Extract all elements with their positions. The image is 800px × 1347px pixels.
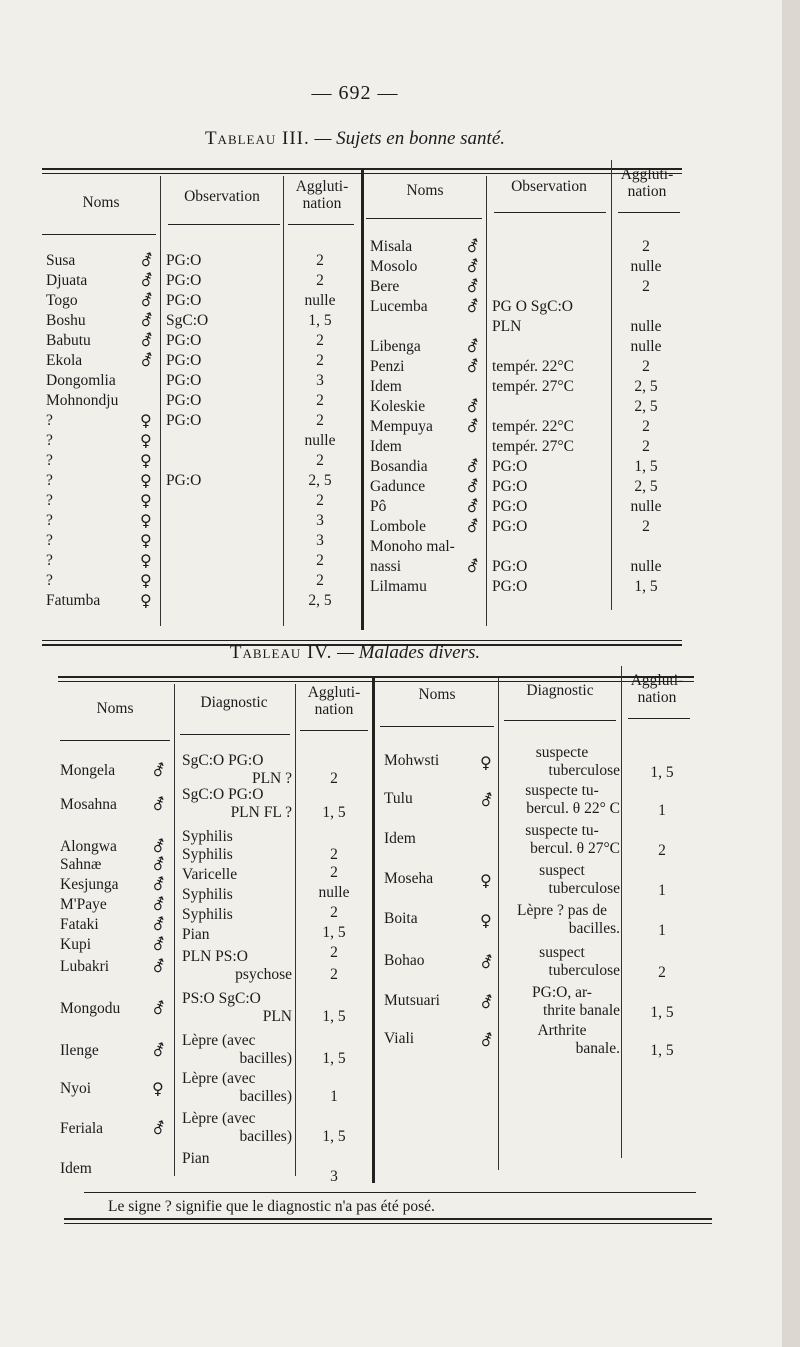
t4-left-diagnostic-line2: PLN ? — [251, 770, 292, 787]
t3-left-agglutination: 2 — [316, 572, 324, 589]
t3-header-aggl-right — [612, 166, 682, 200]
t4-left-diagnostic-line2: bacilles) — [239, 1050, 292, 1067]
t3-right-name: Lilmamu — [370, 578, 427, 595]
t4-right-diagnostic-line1: Arthrite — [537, 1022, 587, 1039]
t4-right-agglutination: 2 — [658, 842, 666, 859]
t3-right-sex-icon: ⚦ — [466, 457, 480, 476]
t4-right-diagnostic-line1: Lèpre ? pas de — [517, 902, 607, 919]
t3-header-observation-right: Observation — [511, 178, 587, 195]
t4-right-diagnostic-line2: tuberculose — [548, 962, 620, 979]
t3-left-agglutination: 2 — [316, 272, 324, 289]
table3-title-label: Tableau III. — [204, 128, 310, 149]
t4-left-diagnostic-line1: Syphilis — [182, 846, 233, 863]
t4-right-sex-icon: ♀ — [480, 871, 492, 890]
t3-right-observation: tempér. 27°C — [492, 438, 574, 455]
t3-left-sex-icon: ⚦ — [140, 351, 154, 370]
t4-right-diagnostic-line1: suspect — [539, 862, 585, 879]
t3-right-observation: PG:O — [492, 518, 528, 535]
t4-underline-4 — [380, 726, 494, 727]
page-edge — [782, 0, 800, 1347]
t4-left-agglutination: 2 — [330, 846, 338, 863]
t4-right-name: Moseha — [384, 870, 434, 887]
t3-left-observation: PG:O — [166, 472, 202, 489]
t3-left-name: Ekola — [46, 352, 83, 369]
t3-vline-middle — [361, 170, 364, 630]
t4-left-diagnostic-line1: PLN PS:O — [182, 948, 248, 965]
table4-top-rule — [58, 676, 694, 678]
t4-left-agglutination: 1 — [330, 1088, 338, 1105]
t4-underline-6 — [628, 718, 690, 719]
t4-left-name: Fataki — [60, 916, 99, 933]
t3-right-sex-icon: ⚦ — [466, 477, 480, 496]
t4-right-diagnostic-line1: PG:O, ar- — [532, 984, 592, 1001]
t3-right-observation: PG O SgC:O — [492, 298, 573, 315]
t4-left-diagnostic-line2: bacilles) — [239, 1128, 292, 1145]
t4-right-agglutination: 2 — [658, 964, 666, 981]
t3-right-observation: PG:O — [492, 558, 528, 575]
t4-left-sex-icon: ⚦ — [152, 895, 166, 914]
t3-right-observation: tempér. 22°C — [492, 358, 574, 375]
t4-left-diagnostic-line1: SgC:O PG:O — [182, 786, 264, 803]
t4-right-name: Mutsuari — [384, 992, 440, 1009]
t4-left-diagnostic-line1: Lèpre (avec — [182, 1110, 256, 1127]
t3-right-name: Libenga — [370, 338, 421, 355]
t4-header-aggl-right-1: Aggluti- — [630, 672, 684, 689]
t3-left-name: Djuata — [46, 272, 88, 289]
t3-left-observation: PG:O — [166, 352, 202, 369]
t4-left-agglutination: 1, 5 — [322, 924, 346, 941]
t3-header-observation-left: Observation — [184, 188, 260, 205]
t3-right-agglutination: 2, 5 — [634, 378, 658, 395]
table4-title — [0, 642, 710, 664]
t3-header-noms-right: Noms — [406, 182, 444, 199]
t4-left-name: Mongodu — [60, 1000, 121, 1017]
t4-underline-5 — [504, 720, 616, 721]
table3-title-rest: — Sujets en bonne santé. — [314, 128, 506, 149]
t4-header-aggl-right — [622, 672, 692, 706]
t4-header-noms-right: Noms — [418, 686, 456, 703]
t3-left-name: Boshu — [46, 312, 86, 329]
t4-left-diagnostic-line1: SgC:O PG:O — [182, 752, 264, 769]
t4-header-aggl-right-2: nation — [637, 689, 677, 706]
t3-underline-3 — [288, 224, 354, 225]
t3-vline-5 — [611, 160, 612, 610]
t3-right-name: Mempuya — [370, 418, 433, 435]
t4-right-name: Viali — [384, 1030, 415, 1047]
t3-right-sex-icon: ⚦ — [466, 397, 480, 416]
t4-right-agglutination: 1, 5 — [650, 1042, 674, 1059]
t3-right-name: Monoho mal- — [370, 538, 455, 555]
t3-right-agglutination: nulle — [630, 318, 662, 335]
t4-left-sex-icon: ⚦ — [152, 915, 166, 934]
t3-left-name: ? — [46, 512, 53, 529]
t4-left-name: Kupi — [60, 936, 91, 953]
t4-left-diagnostic-line1: Syphilis — [182, 906, 233, 923]
t3-right-name: Bere — [370, 278, 400, 295]
t3-left-sex-icon: ♀ — [140, 491, 152, 510]
t3-left-observation: SgC:O — [166, 312, 209, 329]
t4-right-diagnostic-line2: bercul. θ 27°C — [530, 840, 620, 857]
t4-left-sex-icon: ⚦ — [152, 875, 166, 894]
t3-right-observation: tempér. 27°C — [492, 378, 574, 395]
t3-left-sex-icon: ⚦ — [140, 291, 154, 310]
t4-left-diagnostic-line2: PLN FL ? — [230, 804, 292, 821]
t3-vline-1 — [160, 176, 161, 626]
t3-left-agglutination: 3 — [316, 532, 324, 549]
t3-right-name: Bosandia — [370, 458, 428, 475]
t3-header-aggl-left-2: nation — [302, 195, 342, 212]
t3-vline-2 — [283, 176, 284, 626]
t3-right-agglutination: 1, 5 — [634, 458, 658, 475]
t4-left-name: Ilenge — [60, 1042, 99, 1059]
t3-left-agglutination: 2, 5 — [308, 592, 332, 609]
t3-left-sex-icon: ♀ — [140, 571, 152, 590]
t4-right-agglutination: 1, 5 — [650, 764, 674, 781]
t3-underline-4 — [366, 218, 482, 219]
t3-left-sex-icon: ♀ — [140, 471, 152, 490]
t4-right-sex-icon: ⚦ — [480, 953, 494, 972]
t4-right-diagnostic-line2: thrite banale — [542, 1002, 620, 1019]
t3-left-agglutination: 2 — [316, 332, 324, 349]
t4-left-agglutination: 2 — [330, 944, 338, 961]
t4-left-agglutination: 2 — [330, 770, 338, 787]
t4-header-diagnostic-right: Diagnostic — [526, 682, 594, 699]
t4-left-sex-icon: ⚦ — [152, 1041, 166, 1060]
t3-right-name: Lucemba — [370, 298, 428, 315]
t3-right-agglutination: nulle — [630, 558, 662, 575]
t3-left-name: Babutu — [46, 332, 91, 349]
t4-right-diagnostic-line2: tuberculose — [548, 762, 620, 779]
t4-left-agglutination: 2 — [330, 904, 338, 921]
t3-right-agglutination: 2, 5 — [634, 478, 658, 495]
t3-right-name: Pô — [370, 498, 387, 515]
t4-left-sex-icon: ⚦ — [152, 999, 166, 1018]
t3-left-sex-icon: ♀ — [140, 451, 152, 470]
t4-header-noms-left: Noms — [96, 700, 134, 717]
t4-left-name: M'Paye — [60, 896, 107, 913]
t4-left-name: Nyoi — [60, 1080, 91, 1097]
t3-left-name: ? — [46, 412, 53, 429]
t4-left-agglutination: 1, 5 — [322, 1128, 346, 1145]
t3-right-agglutination: 2 — [642, 418, 650, 435]
t3-underline-6 — [618, 212, 680, 213]
t3-left-observation: PG:O — [166, 392, 202, 409]
t3-header-aggl-right-1: Aggluti- — [620, 166, 674, 183]
t3-right-agglutination: 2 — [642, 438, 650, 455]
t3-right-observation: tempér. 22°C — [492, 418, 574, 435]
t4-left-sex-icon: ⚦ — [152, 795, 166, 814]
page-number: — 692 — — [311, 82, 399, 104]
t3-left-agglutination: 2 — [316, 352, 324, 369]
t3-header-aggl-left — [284, 178, 360, 212]
t3-left-agglutination: 2 — [316, 492, 324, 509]
t4-left-sex-icon: ⚦ — [152, 1119, 166, 1138]
t4-right-diagnostic-line1: suspect — [539, 944, 585, 961]
t4-left-agglutination: nulle — [318, 884, 350, 901]
table3-bottom-rule-thin — [42, 640, 682, 641]
t4-header-aggl-left — [296, 684, 372, 718]
t3-left-name: ? — [46, 552, 53, 569]
t4-vline-middle — [372, 678, 375, 1183]
t3-left-name: Dongomlia — [46, 372, 116, 389]
t3-left-sex-icon: ♀ — [140, 511, 152, 530]
t3-right-observation: PLN — [492, 318, 522, 335]
t4-right-agglutination: 1 — [658, 882, 666, 899]
t4-left-diagnostic-line1: Syphilis — [182, 828, 233, 845]
t3-left-sex-icon: ⚦ — [140, 271, 154, 290]
t4-underline-2 — [180, 734, 290, 735]
t4-right-diagnostic-line2: banale. — [575, 1040, 620, 1057]
t3-left-observation: PG:O — [166, 332, 202, 349]
t3-left-sex-icon: ♀ — [140, 531, 152, 550]
t3-left-name: ? — [46, 572, 53, 589]
t3-vline-4 — [486, 176, 487, 626]
t4-left-agglutination: 1, 5 — [322, 804, 346, 821]
footnote-rule — [64, 1218, 712, 1220]
t3-right-observation: PG:O — [492, 478, 528, 495]
t4-right-name: Tulu — [384, 790, 413, 807]
t4-right-agglutination: 1 — [658, 922, 666, 939]
t3-right-sex-icon: ⚦ — [466, 277, 480, 296]
t3-left-observation: PG:O — [166, 372, 202, 389]
t4-left-sex-icon: ♀ — [152, 1079, 164, 1098]
t4-left-diagnostic-line2: bacilles) — [239, 1088, 292, 1105]
t4-underline-3 — [300, 730, 368, 731]
t3-right-sex-icon: ⚦ — [466, 557, 480, 576]
t4-right-name: Idem — [384, 830, 416, 847]
t4-left-diagnostic-line1: Syphilis — [182, 886, 233, 903]
t3-left-agglutination: 2 — [316, 412, 324, 429]
t4-left-sex-icon: ⚦ — [152, 935, 166, 954]
footnote: Le signe ? signifie que le diagnostic n'a pas été posé. — [108, 1198, 435, 1215]
t3-left-name: ? — [46, 532, 53, 549]
t3-right-name: nassi — [370, 558, 401, 575]
t4-right-sex-icon: ⚦ — [480, 791, 494, 810]
t4-right-name: Mohwsti — [384, 752, 440, 769]
t3-left-sex-icon: ♀ — [140, 431, 152, 450]
t4-left-name: Mongela — [60, 762, 116, 779]
t4-left-diagnostic-line2: PLN — [262, 1008, 292, 1025]
t4-right-agglutination: 1 — [658, 802, 666, 819]
t4-left-name: Kesjunga — [60, 876, 119, 893]
t3-left-observation: PG:O — [166, 412, 202, 429]
t4-left-sex-icon: ⚦ — [152, 855, 166, 874]
t4-header-aggl-left-1: Aggluti- — [307, 684, 361, 701]
t4-vline-1 — [174, 684, 175, 1176]
t3-left-sex-icon: ♀ — [140, 411, 152, 430]
t4-left-diagnostic-line2: psychose — [235, 966, 292, 983]
t4-left-diagnostic-line1: PS:O SgC:O — [182, 990, 261, 1007]
t4-right-agglutination: 1, 5 — [650, 1004, 674, 1021]
t3-right-sex-icon: ⚦ — [466, 357, 480, 376]
t3-right-agglutination: nulle — [630, 498, 662, 515]
t4-left-diagnostic-line1: Lèpre (avec — [182, 1032, 256, 1049]
t3-left-agglutination: nulle — [304, 432, 336, 449]
t4-left-name: Mosahna — [60, 796, 117, 813]
t4-left-diagnostic-line1: Pian — [182, 926, 210, 943]
t3-right-name: Misala — [370, 238, 413, 255]
t3-right-agglutination: 2 — [642, 238, 650, 255]
t3-right-sex-icon: ⚦ — [466, 337, 480, 356]
t4-left-diagnostic-line1: Varicelle — [182, 866, 238, 883]
t3-left-observation: PG:O — [166, 292, 202, 309]
t3-left-observation: PG:O — [166, 252, 202, 269]
t4-left-name: Sahnæ — [60, 856, 102, 873]
t3-left-sex-icon: ⚦ — [140, 251, 154, 270]
table4-title-label: Tableau IV. — [229, 642, 333, 663]
t3-left-agglutination: nulle — [304, 292, 336, 309]
t3-right-name: Idem — [370, 378, 402, 395]
t3-right-observation: PG:O — [492, 578, 528, 595]
t3-left-name: Fatumba — [46, 592, 101, 609]
t4-vline-4 — [498, 678, 499, 1170]
t3-left-agglutination: 2 — [316, 252, 324, 269]
t4-left-name: Alongwa — [60, 838, 117, 855]
t3-left-observation: PG:O — [166, 272, 202, 289]
t3-right-sex-icon: ⚦ — [466, 297, 480, 316]
t3-header-noms-left: Noms — [82, 194, 120, 211]
t4-underline-1 — [60, 740, 170, 741]
t4-left-name: Lubakri — [60, 958, 110, 975]
t3-left-agglutination: 1, 5 — [308, 312, 332, 329]
t3-right-name: Idem — [370, 438, 402, 455]
t4-right-name: Bohao — [384, 952, 425, 969]
t3-right-sex-icon: ⚦ — [466, 257, 480, 276]
t3-right-observation: PG:O — [492, 458, 528, 475]
t4-right-diagnostic-line2: tuberculose — [548, 880, 620, 897]
t3-underline-5 — [494, 212, 606, 213]
t3-left-name: Togo — [46, 292, 78, 309]
t4-left-agglutination: 2 — [330, 966, 338, 983]
footnote-rule-thin — [64, 1223, 712, 1224]
t3-right-name: Koleskie — [370, 398, 426, 415]
t3-right-agglutination: 2, 5 — [634, 398, 658, 415]
t3-right-name: Mosolo — [370, 258, 418, 275]
t4-left-diagnostic-line1: Lèpre (avec — [182, 1070, 256, 1087]
t3-underline-2 — [168, 224, 280, 225]
t4-left-name: Feriala — [60, 1120, 104, 1137]
t4-right-sex-icon: ♀ — [480, 911, 492, 930]
table4-title-rest: — Malades divers. — [337, 642, 481, 663]
t4-right-name: Boita — [384, 910, 418, 927]
t4-right-diagnostic-line2: bercul. θ 22° C — [526, 800, 620, 817]
t3-left-name: Susa — [46, 252, 76, 269]
t4-left-sex-icon: ⚦ — [152, 837, 166, 856]
t4-right-sex-icon: ♀ — [480, 753, 492, 772]
t3-header-aggl-left-1: Aggluti- — [295, 178, 349, 195]
t4-right-diagnostic-line1: suspecte tu- — [525, 782, 599, 799]
t3-right-observation: PG:O — [492, 498, 528, 515]
t3-right-name: Gadunce — [370, 478, 426, 495]
t4-vline-5 — [621, 666, 622, 1158]
table4-bottom-rule — [84, 1192, 696, 1193]
t3-underline-1 — [42, 234, 156, 235]
t4-left-agglutination: 1, 5 — [322, 1008, 346, 1025]
t4-left-agglutination: 2 — [330, 864, 338, 881]
t3-left-name: Mohnondju — [46, 392, 119, 409]
t3-right-agglutination: nulle — [630, 258, 662, 275]
t3-header-aggl-right-2: nation — [627, 183, 667, 200]
t4-right-diagnostic-line2: bacilles. — [568, 920, 620, 937]
t3-right-sex-icon: ⚦ — [466, 497, 480, 516]
table3-title — [0, 128, 710, 150]
t3-left-name: ? — [46, 492, 53, 509]
t3-right-sex-icon: ⚦ — [466, 237, 480, 256]
t3-right-agglutination: 2 — [642, 518, 650, 535]
t3-right-name: Lombole — [370, 518, 426, 535]
t4-left-sex-icon: ⚦ — [152, 957, 166, 976]
t4-header-aggl-left-2: nation — [314, 701, 354, 718]
t3-right-agglutination: 2 — [642, 278, 650, 295]
t3-left-agglutination: 2, 5 — [308, 472, 332, 489]
t3-right-sex-icon: ⚦ — [466, 517, 480, 536]
t3-right-name: Penzi — [370, 358, 405, 375]
t3-left-sex-icon: ♀ — [140, 591, 152, 610]
t3-right-sex-icon: ⚦ — [466, 417, 480, 436]
t3-right-agglutination: 1, 5 — [634, 578, 658, 595]
t4-right-diagnostic-line1: suspecte tu- — [525, 822, 599, 839]
t3-left-agglutination: 2 — [316, 552, 324, 569]
t4-left-agglutination: 3 — [330, 1168, 338, 1185]
t4-vline-2 — [295, 684, 296, 1176]
t3-left-agglutination: 2 — [316, 452, 324, 469]
t4-left-agglutination: 1, 5 — [322, 1050, 346, 1067]
t3-left-sex-icon: ♀ — [140, 551, 152, 570]
t3-left-sex-icon: ⚦ — [140, 311, 154, 330]
t3-left-agglutination: 3 — [316, 372, 324, 389]
t4-left-diagnostic-line1: Pian — [182, 1150, 210, 1167]
t4-right-diagnostic-line1: suspecte — [535, 744, 589, 761]
t4-left-name: Idem — [60, 1160, 92, 1177]
t3-left-sex-icon: ⚦ — [140, 331, 154, 350]
t4-right-sex-icon: ⚦ — [480, 1031, 494, 1050]
t3-right-agglutination: nulle — [630, 338, 662, 355]
t3-left-agglutination: 3 — [316, 512, 324, 529]
t4-header-diagnostic-left: Diagnostic — [200, 694, 268, 711]
t3-left-agglutination: 2 — [316, 392, 324, 409]
t3-left-name: ? — [46, 452, 53, 469]
t4-left-sex-icon: ⚦ — [152, 761, 166, 780]
t4-right-sex-icon: ⚦ — [480, 993, 494, 1012]
t3-left-name: ? — [46, 472, 53, 489]
t3-right-agglutination: 2 — [642, 358, 650, 375]
t3-left-name: ? — [46, 432, 53, 449]
